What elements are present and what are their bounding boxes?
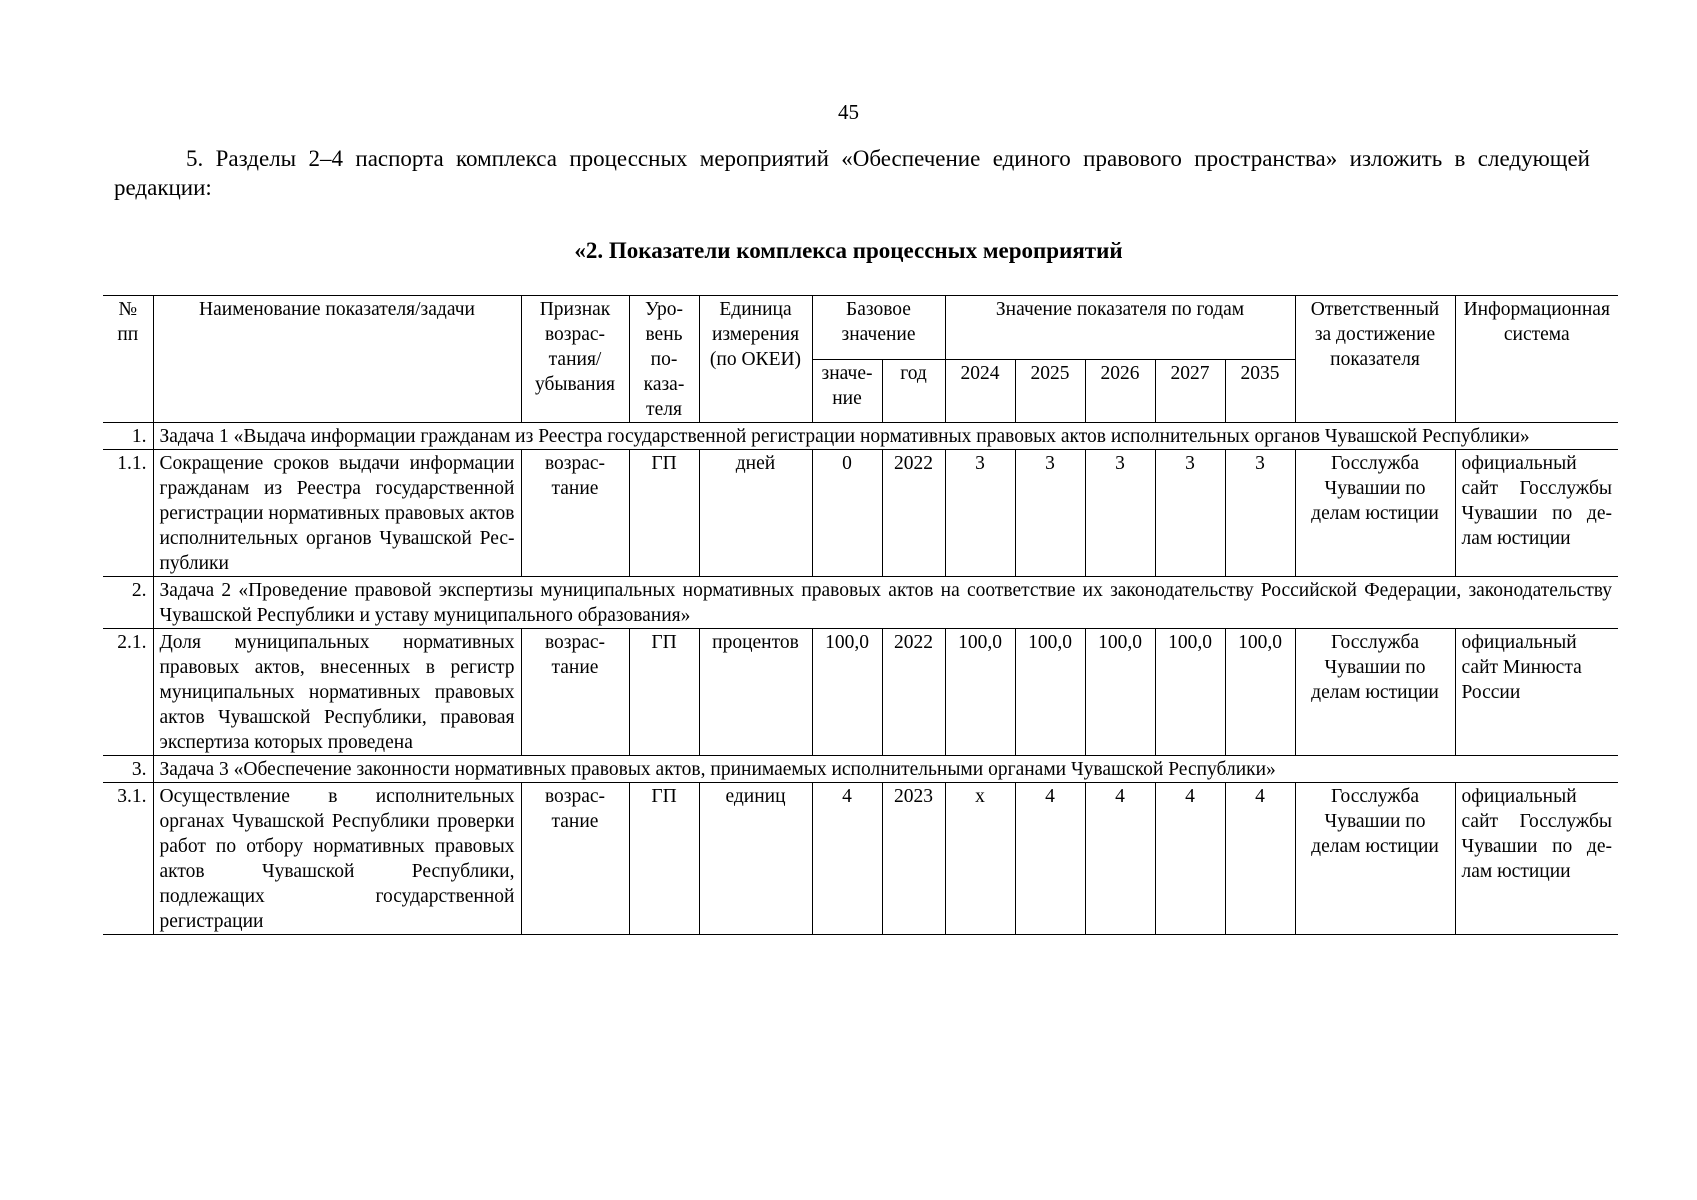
indicator-num: 3.1.	[103, 783, 153, 935]
indicator-value-2035: 100,0	[1225, 629, 1295, 756]
indicator-unit: единиц	[699, 783, 812, 935]
indicator-value-2027: 3	[1155, 450, 1225, 577]
header-unit: Единица измерения (по ОКЕИ)	[699, 296, 812, 423]
indicator-unit: процентов	[699, 629, 812, 756]
indicator-value-2027: 4	[1155, 783, 1225, 935]
indicator-system: официальный сайт Минюста России	[1455, 629, 1618, 756]
indicator-name: Сокращение сроков выдачи информации гражданам из Реестра государственной регистрации нормативных правовых актов исполнительных органов Чувашской Республики	[153, 450, 521, 577]
indicator-base-value: 0	[812, 450, 882, 577]
task-title: Задача 1 «Выдача информации гражданам из Реестра государственной регистрации нормативных правовых актов исполнительных органов Чувашской Республики»	[153, 423, 1618, 450]
indicator-row	[103, 629, 1618, 756]
task-num: 3.	[103, 756, 153, 783]
indicator-base-year: 2023	[882, 783, 945, 935]
task-row	[103, 756, 1618, 783]
header-responsible: Ответственный за достижение показателя	[1295, 296, 1455, 423]
header-year-2035: 2035	[1225, 359, 1295, 423]
indicator-num: 1.1.	[103, 450, 153, 577]
indicator-row	[103, 450, 1618, 577]
task-title: Задача 3 «Обеспечение законности нормативных правовых актов, принимаемых исполнительными органами Чувашской Республики»	[153, 756, 1618, 783]
indicator-name: Доля муниципальных нормативных правовых актов, внесенных в регистр муниципальных нормативных правовых актов Чувашской Республики, правовая экспертиза которых проведена	[153, 629, 521, 756]
indicator-row	[103, 783, 1618, 935]
header-year-2026: 2026	[1085, 359, 1155, 423]
indicator-trend: возрастание	[521, 783, 629, 935]
header-year-2024: 2024	[945, 359, 1015, 423]
indicator-value-2035: 4	[1225, 783, 1295, 935]
indicator-base-value: 4	[812, 783, 882, 935]
header-years-group: Значение показателя по годам	[945, 296, 1295, 360]
indicator-value-2025: 3	[1015, 450, 1085, 577]
indicator-value-2026: 100,0	[1085, 629, 1155, 756]
indicator-level: ГП	[629, 629, 699, 756]
header-base-value: значение	[812, 359, 882, 423]
task-row	[103, 423, 1618, 450]
indicator-value-2025: 4	[1015, 783, 1085, 935]
header-year-2025: 2025	[1015, 359, 1085, 423]
page-number: 45	[838, 100, 859, 124]
header-system: Информационная система	[1455, 296, 1618, 423]
indicator-num: 2.1.	[103, 629, 153, 756]
header-num: № пп	[103, 296, 153, 423]
intro-paragraph: 5. Разделы 2–4 паспорта комплекса процессных мероприятий «Обеспечение единого правового пространства» изложить в следующей редакции:	[114, 146, 1590, 200]
header-base: Базовое значение	[812, 296, 945, 360]
section-title: «2. Показатели комплекса процессных мероприятий	[574, 238, 1123, 263]
indicator-responsible: Госслужба Чувашии по делам юстиции	[1295, 629, 1455, 756]
indicator-name: Осуществление в исполнительных органах Чувашской Республики проверки работ по отбору нормативных правовых актов Чувашской Республики, подлежащих государственной регистрации	[153, 783, 521, 935]
task-row	[103, 577, 1618, 629]
indicator-value-2024: 100,0	[945, 629, 1015, 756]
indicator-value-2027: 100,0	[1155, 629, 1225, 756]
indicator-value-2024: 3	[945, 450, 1015, 577]
indicator-responsible: Госслужба Чувашии по делам юстиции	[1295, 450, 1455, 577]
indicator-value-2026: 4	[1085, 783, 1155, 935]
indicator-level: ГП	[629, 783, 699, 935]
indicator-value-2035: 3	[1225, 450, 1295, 577]
indicator-responsible: Госслужба Чувашии по делам юстиции	[1295, 783, 1455, 935]
indicator-base-year: 2022	[882, 450, 945, 577]
indicator-value-2026: 3	[1085, 450, 1155, 577]
header-year-2027: 2027	[1155, 359, 1225, 423]
indicator-system: официальный сайт Госслужбы Чувашии по делам юстиции	[1455, 450, 1618, 577]
task-title: Задача 2 «Проведение правовой экспертизы муниципальных нормативных правовых актов на соответствие их законодательству Российской Федерации, законодательству Чувашской Республики и уставу муниципального образования»	[153, 577, 1618, 629]
indicator-base-value: 100,0	[812, 629, 882, 756]
indicator-system: официальный сайт Госслужбы Чувашии по делам юстиции	[1455, 783, 1618, 935]
indicator-value-2024: х	[945, 783, 1015, 935]
indicator-value-2025: 100,0	[1015, 629, 1085, 756]
indicator-trend: возрастание	[521, 629, 629, 756]
header-name: Наименование показателя/задачи	[153, 296, 521, 423]
task-num: 1.	[103, 423, 153, 450]
task-num: 2.	[103, 577, 153, 629]
indicator-unit: дней	[699, 450, 812, 577]
header-trend: Признак возрастания/ убывания	[521, 296, 629, 423]
header-level: Уровень показателя	[629, 296, 699, 423]
indicator-trend: возрастание	[521, 450, 629, 577]
indicator-level: ГП	[629, 450, 699, 577]
header-row-1	[103, 296, 1618, 360]
indicator-base-year: 2022	[882, 629, 945, 756]
header-base-year: год	[882, 359, 945, 423]
indicators-table	[103, 295, 1618, 935]
